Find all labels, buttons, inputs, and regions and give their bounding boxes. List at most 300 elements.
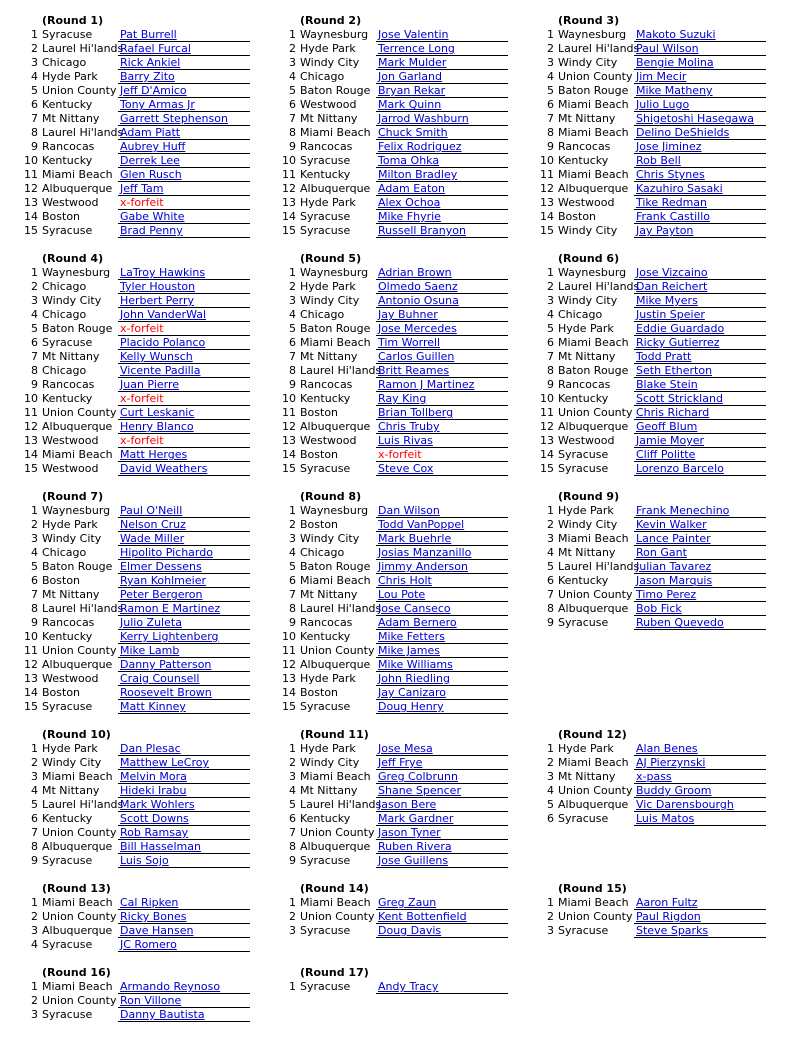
player-link[interactable]: Mike Myers (634, 294, 766, 308)
player-link[interactable]: Jason Tyner (376, 826, 508, 840)
team-name: Chicago (558, 308, 603, 321)
pick-row (24, 392, 282, 406)
team-name: Baton Rouge (558, 84, 629, 97)
player-link[interactable]: Melvin Mora (118, 770, 250, 784)
player-link[interactable]: Herbert Perry (118, 294, 250, 308)
round-title: (Round 14) (300, 882, 369, 895)
round-title: (Round 16) (42, 966, 111, 979)
player-link[interactable]: Juan Pierre (118, 378, 250, 392)
player-link[interactable]: Paul Wilson (634, 42, 766, 56)
player-link[interactable]: Aaron Fultz (634, 896, 766, 910)
pick-number: 12 (24, 420, 38, 433)
pick-number: 10 (282, 154, 296, 167)
player-link[interactable]: Bengie Molina (634, 56, 766, 70)
player-link[interactable]: Frank Menechino (634, 504, 766, 518)
player-link[interactable]: Russell Branyon (376, 224, 508, 238)
player-link[interactable]: Blake Stein (634, 378, 766, 392)
pick-row (546, 742, 794, 756)
player-link[interactable]: Carlos Guillen (376, 350, 508, 364)
team-name: Mt Nittany (300, 350, 358, 363)
round-block (30, 728, 282, 872)
pick-row (546, 364, 794, 378)
pick-number: 14 (282, 686, 296, 699)
player-link[interactable]: Rafael Furcal (118, 42, 250, 56)
pick-number: 3 (289, 532, 296, 545)
player-link[interactable]: Jose Mesa (376, 742, 508, 756)
pick-row (288, 798, 540, 812)
pick-number: 5 (547, 322, 554, 335)
player-link[interactable]: Roosevelt Brown (118, 686, 250, 700)
pick-row (546, 812, 794, 826)
player-link[interactable]: Mike Lamb (118, 644, 250, 658)
player-link[interactable]: Pat Burrell (118, 28, 250, 42)
player-link[interactable]: Chris Richard (634, 406, 766, 420)
pick-row (288, 280, 540, 294)
player-link[interactable]: Mark Wohlers (118, 798, 250, 812)
player-link[interactable]: Olmedo Saenz (376, 280, 508, 294)
player-link[interactable]: Doug Henry (376, 700, 508, 714)
player-link[interactable]: Nelson Cruz (118, 518, 250, 532)
player-link[interactable]: Jason Bere (376, 798, 508, 812)
round-title: (Round 7) (42, 490, 104, 503)
player-link[interactable]: Ron Gant (634, 546, 766, 560)
player-link[interactable]: Ramon J Martinez (376, 378, 508, 392)
pick-number: 6 (289, 336, 296, 349)
player-link[interactable]: Makoto Suzuki (634, 28, 766, 42)
pick-row (30, 910, 282, 924)
player-link[interactable]: Hipolito Pichardo (118, 546, 250, 560)
pick-number: 1 (289, 742, 296, 755)
team-name: Chicago (42, 308, 87, 321)
player-link[interactable]: Todd VanPoppel (376, 518, 508, 532)
pick-number: 15 (24, 224, 38, 237)
player-link[interactable]: JC Romero (118, 938, 250, 952)
player-link[interactable]: Scott Downs (118, 812, 250, 826)
pick-number: 3 (31, 56, 38, 69)
player-link[interactable]: Peter Bergeron (118, 588, 250, 602)
player-link[interactable]: Mark Mulder (376, 56, 508, 70)
team-name: Boston (558, 210, 597, 223)
pick-number: 14 (24, 210, 38, 223)
player-link[interactable]: Timo Perez (634, 588, 766, 602)
player-link[interactable]: x-pass (634, 770, 766, 784)
pick-number: 10 (282, 630, 296, 643)
pick-number: 7 (547, 112, 554, 125)
pick-row (30, 826, 282, 840)
player-link[interactable]: Eddie Guardado (634, 322, 766, 336)
player-link[interactable]: Ryan Kohlmeier (118, 574, 250, 588)
player-link[interactable]: Armando Reynoso (118, 980, 250, 994)
player-link[interactable]: Frank Castillo (634, 210, 766, 224)
team-name: Westwood (558, 434, 615, 447)
pick-number: 4 (547, 546, 554, 559)
player-link[interactable]: Chris Stynes (634, 168, 766, 182)
team-name: Albuquerque (300, 182, 371, 195)
pick-row (30, 378, 282, 392)
pick-row (288, 616, 540, 630)
pick-number: 15 (282, 224, 296, 237)
player-link[interactable]: Mike James (376, 644, 508, 658)
player-link[interactable]: Jose Mercedes (376, 322, 508, 336)
round-title: (Round 2) (300, 14, 362, 27)
pick-number: 1 (289, 896, 296, 909)
player-link[interactable]: Toma Ohka (376, 154, 508, 168)
pick-row (288, 924, 540, 938)
pick-row (30, 350, 282, 364)
player-link[interactable]: Jose Jiminez (634, 140, 766, 154)
player-link[interactable]: Jimmy Anderson (376, 560, 508, 574)
player-link[interactable]: Tike Redman (634, 196, 766, 210)
team-name: Mt Nittany (42, 588, 100, 601)
player-link[interactable]: Dan Wilson (376, 504, 508, 518)
pick-row (24, 210, 282, 224)
player-link[interactable]: Justin Speier (634, 308, 766, 322)
player-link[interactable]: Felix Rodriguez (376, 140, 508, 154)
player-link[interactable]: Jay Buhner (376, 308, 508, 322)
team-name: Albuquerque (42, 420, 113, 433)
pick-row (288, 756, 540, 770)
player-link[interactable]: Adrian Brown (376, 266, 508, 280)
player-link[interactable]: Jose Guillens (376, 854, 508, 868)
player-link[interactable]: Jeff Frye (376, 756, 508, 770)
pick-row (282, 182, 540, 196)
player-link[interactable]: Ruben Rivera (376, 840, 508, 854)
player-link[interactable]: John Riedling (376, 672, 508, 686)
pick-row (282, 196, 540, 210)
player-link[interactable]: Derrek Lee (118, 154, 250, 168)
team-name: Mt Nittany (42, 112, 100, 125)
player-link[interactable]: Matthew LeCroy (118, 756, 250, 770)
player-link[interactable]: David Weathers (118, 462, 250, 476)
pick-row (288, 896, 540, 910)
pick-row (24, 182, 282, 196)
pick-number: 5 (31, 798, 38, 811)
player-link[interactable]: Dan Plesac (118, 742, 250, 756)
pick-number: 12 (282, 182, 296, 195)
player-link[interactable]: Chuck Smith (376, 126, 508, 140)
player-link[interactable]: Todd Pratt (634, 350, 766, 364)
player-link[interactable]: John VanderWal (118, 308, 250, 322)
team-name: Mt Nittany (42, 784, 100, 797)
player-link[interactable]: Aubrey Huff (118, 140, 250, 154)
player-link[interactable]: Mark Gardner (376, 812, 508, 826)
player-link[interactable]: Buddy Groom (634, 784, 766, 798)
team-name: Windy City (558, 294, 618, 307)
pick-row (288, 770, 540, 784)
player-link[interactable]: Hideki Irabu (118, 784, 250, 798)
pick-number: 1 (289, 504, 296, 517)
pick-number: 1 (547, 28, 554, 41)
player-link[interactable]: Vic Darensbourgh (634, 798, 766, 812)
team-name: Rancocas (42, 140, 95, 153)
pick-number: 3 (31, 924, 38, 937)
player-link[interactable]: Glen Rusch (118, 168, 250, 182)
player-link[interactable]: Jamie Moyer (634, 434, 766, 448)
player-link[interactable]: Bill Hasselman (118, 840, 250, 854)
player-link[interactable]: Dave Hansen (118, 924, 250, 938)
team-name: Miami Beach (300, 126, 371, 139)
player-link[interactable]: LaTroy Hawkins (118, 266, 250, 280)
team-name: Windy City (558, 518, 618, 531)
player-link[interactable]: Danny Bautista (118, 1008, 250, 1022)
player-link[interactable]: Delino DeShields (634, 126, 766, 140)
pick-number: 4 (31, 938, 38, 951)
player-link[interactable]: Julian Tavarez (634, 560, 766, 574)
pick-number: 3 (31, 770, 38, 783)
player-link[interactable]: Elmer Dessens (118, 560, 250, 574)
player-link[interactable]: Craig Counsell (118, 672, 250, 686)
player-link[interactable]: Lou Pote (376, 588, 508, 602)
player-link[interactable]: Rob Bell (634, 154, 766, 168)
player-link[interactable]: Danny Patterson (118, 658, 250, 672)
player-link[interactable]: Mike Williams (376, 658, 508, 672)
pick-number: 14 (282, 448, 296, 461)
player-link[interactable]: Luis Matos (634, 812, 766, 826)
player-link[interactable]: Julio Lugo (634, 98, 766, 112)
pick-number: 4 (31, 70, 38, 83)
player-link[interactable]: Jay Canizaro (376, 686, 508, 700)
team-name: Waynesburg (300, 504, 369, 517)
player-link[interactable]: Matt Herges (118, 448, 250, 462)
pick-row (546, 574, 794, 588)
player-link[interactable]: Jose Valentin (376, 28, 508, 42)
player-link[interactable]: Ruben Quevedo (634, 616, 766, 630)
player-link[interactable]: Josias Manzanillo (376, 546, 508, 560)
team-name: Laurel Hi'lands (300, 602, 382, 615)
pick-row (546, 294, 794, 308)
pick-number: 1 (31, 742, 38, 755)
pick-number: 4 (289, 70, 296, 83)
team-name: Boston (300, 518, 339, 531)
player-link[interactable]: Mike Fhyrie (376, 210, 508, 224)
player-link[interactable]: Mike Matheny (634, 84, 766, 98)
pick-number: 3 (289, 294, 296, 307)
player-link[interactable]: Seth Etherton (634, 364, 766, 378)
team-name: Mt Nittany (558, 112, 616, 125)
player-link[interactable]: Kevin Walker (634, 518, 766, 532)
player-link[interactable]: Paul O'Neill (118, 504, 250, 518)
player-link[interactable]: Wade Miller (118, 532, 250, 546)
team-name: Syracuse (42, 938, 93, 951)
player-link[interactable]: Cliff Politte (634, 448, 766, 462)
pick-number: 3 (289, 770, 296, 783)
pick-number: 1 (31, 896, 38, 909)
team-name: Chicago (42, 280, 87, 293)
player-link[interactable]: Adam Piatt (118, 126, 250, 140)
player-link[interactable]: Ron Villone (118, 994, 250, 1008)
pick-number: 2 (547, 910, 554, 923)
pick-number: 4 (31, 784, 38, 797)
player-link[interactable]: Alan Benes (634, 742, 766, 756)
pick-row (24, 462, 282, 476)
pick-number: 11 (540, 168, 554, 181)
player-link[interactable]: Chris Holt (376, 574, 508, 588)
pick-row (546, 798, 794, 812)
player-link[interactable]: Henry Blanco (118, 420, 250, 434)
pick-number: 1 (289, 980, 296, 993)
player-link[interactable]: Steve Cox (376, 462, 508, 476)
player-link[interactable]: Julio Zuleta (118, 616, 250, 630)
team-name: Baton Rouge (558, 364, 629, 377)
pick-number: 6 (31, 336, 38, 349)
player-link[interactable]: Tyler Houston (118, 280, 250, 294)
team-name: Albuquerque (300, 840, 371, 853)
team-name: Miami Beach (558, 98, 629, 111)
player-link[interactable]: Jim Mecir (634, 70, 766, 84)
team-name: Baton Rouge (42, 560, 113, 573)
player-link[interactable]: Andy Tracy (376, 980, 508, 994)
pick-number: 14 (540, 448, 554, 461)
player-link[interactable]: Tim Worrell (376, 336, 508, 350)
player-link[interactable]: Greg Colbrunn (376, 770, 508, 784)
team-name: Hyde Park (558, 322, 614, 335)
player-link[interactable]: Kelly Wunsch (118, 350, 250, 364)
team-name: Chicago (300, 308, 345, 321)
player-link[interactable]: Rob Ramsay (118, 826, 250, 840)
player-link[interactable]: Brad Penny (118, 224, 250, 238)
player-link[interactable]: Mark Buehrle (376, 532, 508, 546)
team-name: Mt Nittany (300, 784, 358, 797)
player-link[interactable]: Britt Reames (376, 364, 508, 378)
pick-row (546, 84, 794, 98)
player-link[interactable]: Kent Bottenfield (376, 910, 508, 924)
player-link[interactable]: Lance Painter (634, 532, 766, 546)
player-link[interactable]: Mike Fetters (376, 630, 508, 644)
player-link[interactable]: Chris Truby (376, 420, 508, 434)
team-name: Union County (42, 406, 117, 419)
round-block (540, 14, 794, 242)
player-link[interactable]: Antonio Osuna (376, 294, 508, 308)
pick-number: 10 (24, 392, 38, 405)
player-link[interactable]: Kerry Lightenberg (118, 630, 250, 644)
pick-number: 11 (540, 406, 554, 419)
pick-row (288, 378, 540, 392)
player-link[interactable]: Lorenzo Barcelo (634, 462, 766, 476)
player-link[interactable]: AJ Pierzynski (634, 756, 766, 770)
team-name: Westwood (300, 98, 357, 111)
player-link[interactable]: Brian Tollberg (376, 406, 508, 420)
team-name: Kentucky (300, 168, 351, 181)
player-link[interactable]: Mark Quinn (376, 98, 508, 112)
pick-number: 1 (547, 896, 554, 909)
pick-number: 4 (547, 70, 554, 83)
player-link[interactable]: Curt Leskanic (118, 406, 250, 420)
pick-row (30, 518, 282, 532)
player-link[interactable]: Jarrod Washburn (376, 112, 508, 126)
pick-row (24, 700, 282, 714)
pick-row (30, 546, 282, 560)
pick-number: 3 (289, 924, 296, 937)
pick-number: 8 (31, 602, 38, 615)
player-link[interactable]: Rick Ankiel (118, 56, 250, 70)
player-link[interactable]: Barry Zito (118, 70, 250, 84)
player-link[interactable]: Doug Davis (376, 924, 508, 938)
team-name: Windy City (558, 56, 618, 69)
player-link[interactable]: Greg Zaun (376, 896, 508, 910)
player-link[interactable]: Garrett Stephenson (118, 112, 250, 126)
player-link[interactable]: Jeff D'Amico (118, 84, 250, 98)
player-link[interactable]: Alex Ochoa (376, 196, 508, 210)
team-name: Union County (300, 826, 375, 839)
pick-row (546, 616, 794, 630)
player-link[interactable]: Jose Vizcaino (634, 266, 766, 280)
player-link[interactable]: Luis Rivas (376, 434, 508, 448)
player-link[interactable]: Geoff Blum (634, 420, 766, 434)
player-link[interactable]: Cal Ripken (118, 896, 250, 910)
pick-row (282, 224, 540, 238)
pick-number: 2 (31, 518, 38, 531)
player-link[interactable]: Ricky Gutierrez (634, 336, 766, 350)
pick-row (30, 1008, 282, 1022)
team-name: Laurel Hi'lands (300, 798, 382, 811)
pick-row (282, 448, 540, 462)
player-link[interactable]: Tony Armas Jr (118, 98, 250, 112)
pick-number: 2 (31, 42, 38, 55)
player-link[interactable]: Kazuhiro Sasaki (634, 182, 766, 196)
pick-row (546, 308, 794, 322)
player-link[interactable]: Jose Canseco (376, 602, 508, 616)
player-link[interactable]: Adam Eaton (376, 182, 508, 196)
pick-number: 6 (289, 812, 296, 825)
pick-number: 12 (282, 420, 296, 433)
team-name: Westwood (42, 672, 99, 685)
pick-row (24, 154, 282, 168)
player-link[interactable]: Jason Marquis (634, 574, 766, 588)
pick-row (540, 392, 794, 406)
pick-row (30, 742, 282, 756)
player-link[interactable]: Terrence Long (376, 42, 508, 56)
player-link[interactable]: Scott Strickland (634, 392, 766, 406)
team-name: Laurel Hi'lands (42, 42, 124, 55)
team-name: Albuquerque (42, 658, 113, 671)
team-name: Kentucky (558, 154, 609, 167)
pick-number: 9 (547, 140, 554, 153)
player-link[interactable]: Steve Sparks (634, 924, 766, 938)
team-name: Union County (300, 910, 375, 923)
player-link[interactable]: Adam Bernero (376, 616, 508, 630)
pick-number: 15 (282, 700, 296, 713)
team-name: Albuquerque (42, 924, 113, 937)
player-link[interactable]: Shane Spencer (376, 784, 508, 798)
player-link[interactable]: Milton Bradley (376, 168, 508, 182)
pick-row (546, 140, 794, 154)
player-link[interactable]: Bob Fick (634, 602, 766, 616)
player-link[interactable]: Jeff Tam (118, 182, 250, 196)
player-link[interactable]: Placido Polanco (118, 336, 250, 350)
pick-number: 15 (24, 462, 38, 475)
player-link[interactable]: Bryan Rekar (376, 84, 508, 98)
pick-row (30, 798, 282, 812)
pick-row (546, 378, 794, 392)
team-name: Hyde Park (300, 742, 356, 755)
player-link[interactable]: Gabe White (118, 210, 250, 224)
player-link[interactable]: Paul Rigdon (634, 910, 766, 924)
player-link[interactable]: Shigetoshi Hasegawa (634, 112, 766, 126)
player-link[interactable]: Ramon E Martinez (118, 602, 250, 616)
pick-number: 1 (31, 980, 38, 993)
pick-row (546, 518, 794, 532)
player-link[interactable]: Matt Kinney (118, 700, 250, 714)
player-link[interactable]: Ricky Bones (118, 910, 250, 924)
player-link[interactable]: Luis Sojo (118, 854, 250, 868)
player-link[interactable]: Vicente Padilla (118, 364, 250, 378)
player-link[interactable]: Dan Reichert (634, 280, 766, 294)
player-link[interactable]: Ray King (376, 392, 508, 406)
round-block (30, 966, 282, 1026)
player-link[interactable]: Jay Payton (634, 224, 766, 238)
player-link[interactable]: Jon Garland (376, 70, 508, 84)
team-name: Boston (42, 574, 81, 587)
